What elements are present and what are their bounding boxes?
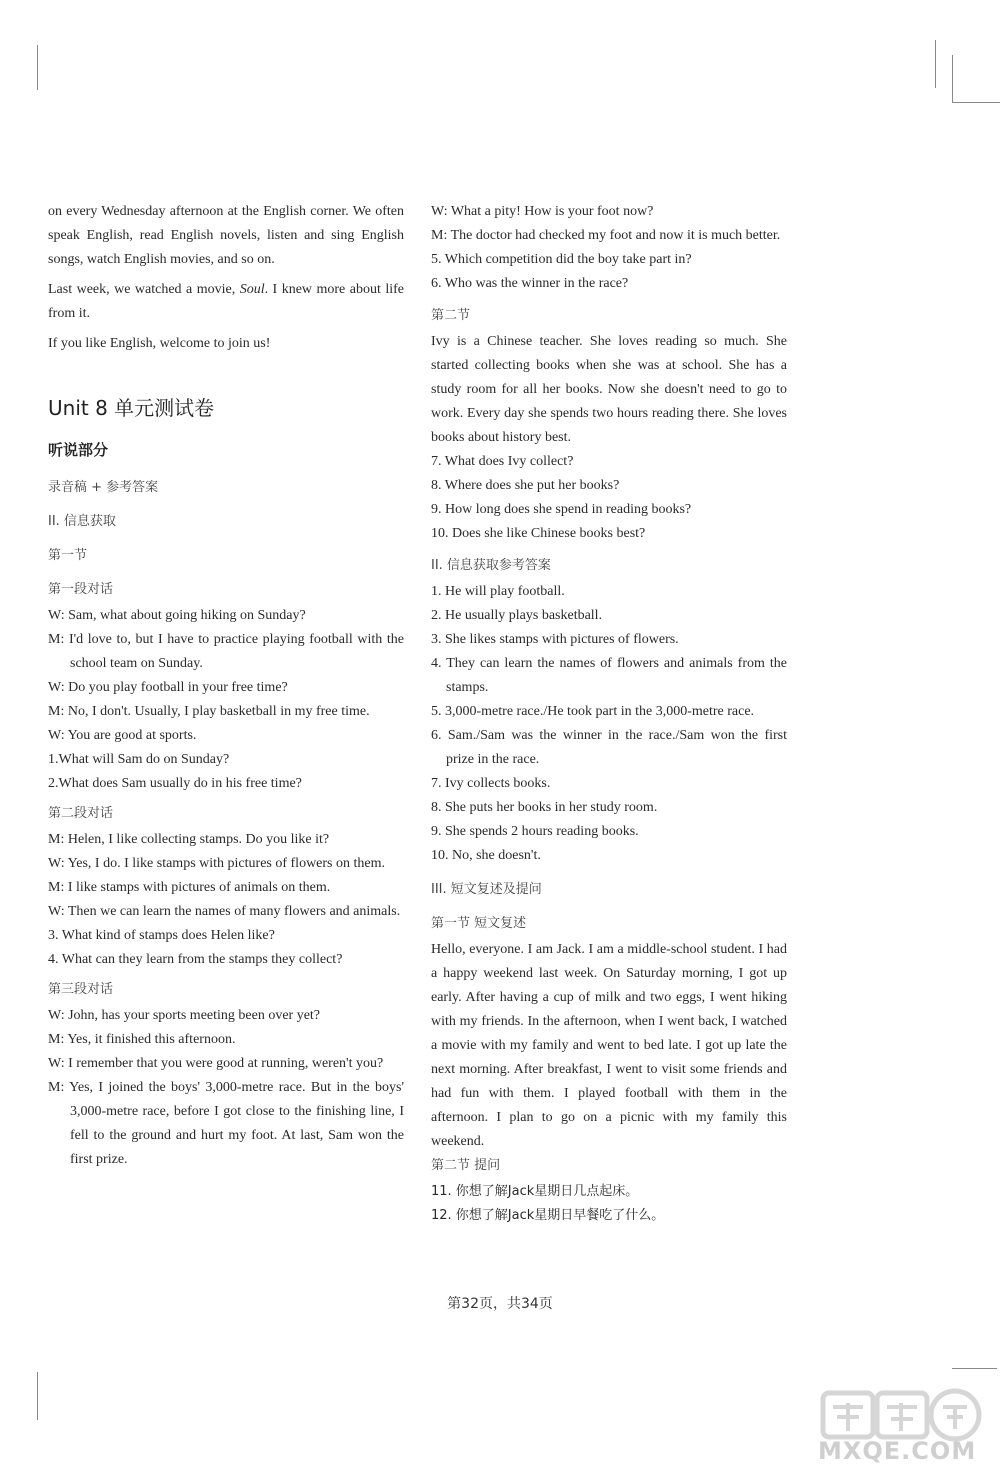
part2-label: II. 信息获取 — [48, 514, 116, 529]
question-line: 7. What does Ivy collect? — [431, 454, 574, 469]
crop-mark-right-top-v1 — [935, 40, 936, 88]
page-number: 第32页，共34页 — [447, 1296, 553, 1312]
retell-label: 第一节 短文复述 — [431, 916, 527, 931]
dialogue-line: M: Yes, it finished this afternoon. — [48, 1032, 236, 1047]
question-line: 8. Where does she put her books? — [431, 478, 620, 493]
movie-title: Soul — [239, 282, 265, 297]
left-column — [48, 200, 404, 1172]
dialogue-line: W: I remember that you were good at running, weren't you? — [48, 1056, 384, 1071]
dialogue-line: W: John, has your sports meeting been over yet? — [48, 1008, 321, 1023]
answer-line: 8. She puts her books in her study room. — [431, 800, 658, 815]
question-line: 1.What will Sam do on Sunday? — [48, 752, 230, 767]
crop-mark-right-top-v2 — [952, 55, 953, 103]
answer-line: 4. They can learn the names of flowers and animals from the stamps. — [431, 656, 787, 695]
answer-line: 10. No, she doesn't. — [431, 848, 541, 863]
question-line: 3. What kind of stamps does Helen like? — [48, 928, 275, 943]
question-line: 6. Who was the winner in the race? — [431, 276, 629, 291]
question-line: 5. Which competition did the boy take part in? — [431, 252, 692, 267]
dialogue-line: W: You are good at sports. — [48, 728, 197, 743]
ask-item: 11. 你想了解Jack星期日几点起床。 — [431, 1184, 639, 1199]
dialogue-line: M: The doctor had checked my foot and now it is much better. — [431, 228, 781, 243]
section-title: 听说部分 — [48, 441, 109, 459]
question-line: 10. Does she like Chinese books best? — [431, 526, 646, 541]
dialogue-line: W: Sam, what about going hiking on Sunday? — [48, 608, 306, 623]
answer-line: 6. Sam./Sam was the winner in the race./Sam won the first prize in the race. — [431, 728, 787, 767]
crop-mark-left-bottom — [37, 1372, 38, 1420]
dialogue3-label: 第三段对话 — [48, 982, 114, 997]
dialogue-line: M: I like stamps with pictures of animals on them. — [48, 880, 331, 895]
dialogue2-label: 第二段对话 — [48, 806, 114, 821]
retell-paragraph: Hello, everyone. I am Jack. I am a middle-school student. I had a happy weekend last week. On Saturday morning, I got up early. After having a cup of milk and two eggs, I went hiking with my friends. In the afternoon, when I went back, I watched a movie with my family and went to bed late. I got up late the next morning. After breakfast, I went to visit some friends and had fun with them. I played football with them in the afternoon. I plan to go on a picnic with my family this weekend. — [431, 942, 787, 1149]
crop-mark-left-top — [37, 45, 38, 90]
dialogue-line: M: I'd love to, but I have to practice playing football with the school team on Sunday. — [48, 632, 404, 671]
passage-paragraph: Ivy is a Chinese teacher. She loves reading so much. She started collecting books when she was at school. She has a study room for all her books. Now she doesn't need to go to work. Every day she spends two hours reading there. She loves books about history best. — [431, 334, 787, 445]
answer-line: 5. 3,000-metre race./He took part in the 3,000-metre race. — [431, 704, 755, 719]
dialogue-line: W: Yes, I do. I like stamps with pictures of flowers on them. — [48, 856, 385, 871]
invite-line: If you like English, welcome to join us! — [48, 336, 271, 351]
dialogue-line: W: Do you play football in your free time? — [48, 680, 288, 695]
jie1-label: 第一节 — [48, 548, 88, 563]
dialogue-line: W: What a pity! How is your foot now? — [431, 204, 654, 219]
answer-line: 9. She spends 2 hours reading books. — [431, 824, 639, 839]
answer-line: 2. He usually plays basketball. — [431, 608, 603, 623]
crop-mark-right-bottom-h — [952, 1368, 997, 1369]
answer-line: 7. Ivy collects books. — [431, 776, 551, 791]
part3-label: III. 短文复述及提问 — [431, 882, 542, 897]
question-line: 9. How long does she spend in reading books? — [431, 502, 692, 517]
watermark-text: MXQE.COM — [818, 1437, 977, 1465]
right-column — [431, 200, 787, 1228]
dialogue-line: M: No, I don't. Usually, I play basketball in my free time. — [48, 704, 370, 719]
ask-label: 第二节 提问 — [431, 1158, 501, 1173]
transcript-label: 录音稿 + 参考答案 — [48, 480, 159, 495]
answer-line: 3. She likes stamps with pictures of flowers. — [431, 632, 679, 647]
dialogue1-label: 第一段对话 — [48, 582, 114, 597]
question-line: 4. What can they learn from the stamps they collect? — [48, 952, 343, 967]
dialogue-line: M: Yes, I joined the boys' 3,000-metre race. But in the boys' 3,000-metre race, before I got close to the finishing line, I fell to the ground and hurt my foot. At last, Sam won the first prize. — [48, 1080, 404, 1167]
intro-paragraph: on every Wednesday afternoon at the English corner. We often speak English, read English novels, listen and sing English songs, watch English movies, and so on. — [48, 204, 404, 267]
crop-mark-right-top-h — [952, 102, 1000, 103]
dialogue-line: M: Helen, I like collecting stamps. Do you like it? — [48, 832, 330, 847]
jie2-label: 第二节 — [431, 308, 471, 323]
unit-title: Unit 8 单元测试卷 — [48, 396, 215, 420]
answers-label: II. 信息获取参考答案 — [431, 558, 551, 573]
dialogue-line: W: Then we can learn the names of many flowers and animals. — [48, 904, 401, 919]
ask-item: 12. 你想了解Jack星期日早餐吃了什么。 — [431, 1208, 665, 1223]
question-line: 2.What does Sam usually do in his free time? — [48, 776, 302, 791]
movie-paragraph: Last week, we watched a movie, Soul. I knew more about life from it. — [48, 282, 404, 321]
answer-line: 1. He will play football. — [431, 584, 565, 599]
